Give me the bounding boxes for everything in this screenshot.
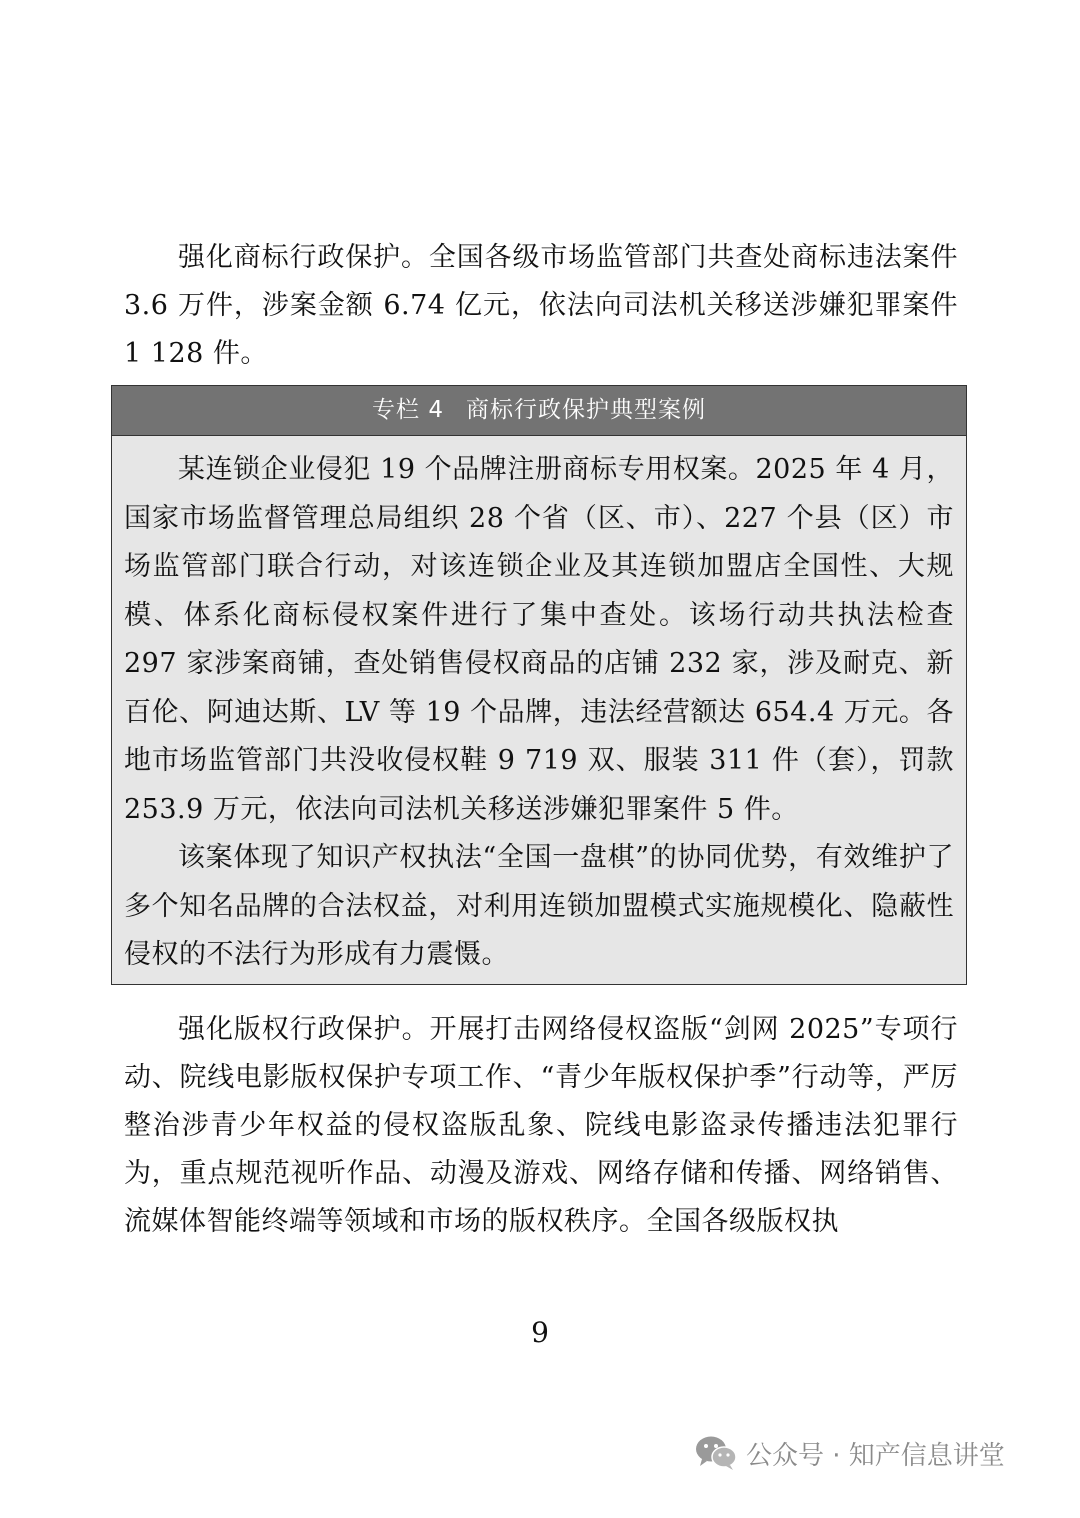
watermark-text: 公众号 · 知产信息讲堂: [746, 1440, 1005, 1471]
watermark: [694, 1428, 1005, 1478]
sidebar-label: 专栏 4: [372, 397, 444, 423]
sidebar-header: [112, 386, 966, 436]
wechat-icon: [694, 1433, 738, 1473]
sidebar-paragraph-case: 某连锁企业侵犯 19 个品牌注册商标专用权案。2025 年 4 月，国家市场监督管理总局组织 28 个省（区、市）、227 个县（区）市场监管部门联合行动，对该连锁企业及其连锁加盟店全国性、大规模、体系化商标侵权案件进行了集中查处。该场行动共执法检查 297 家涉案商铺，查处销售侵权商品的店铺 232 家，涉及耐克、新百伦、阿迪达斯、LV 等 19 个品牌，违法经营额达 654.4 万元。各地市场监管部门共没收侵权鞋 9 719 双、服装 311 件（套），罚款 253.9 万元，依法向司法机关移送涉嫌犯罪案件 5 件。: [124, 454, 954, 825]
paragraph-copyright-protection: 强化版权行政保护。开展打击网络侵权盗版“剑网 2025”专项行动、院线电影版权保护专项工作、“青少年版权保护季”行动等，严厉整治涉青少年权益的侵权盗版乱象、院线电影盗录传播违法犯罪行为，重点规范视听作品、动漫及游戏、网络存储和传播、网络销售、流媒体智能终端等领域和市场的版权秩序。全国各级版权执: [124, 1014, 958, 1237]
sidebar-title: 商标行政保护典型案例: [465, 397, 706, 423]
sidebar-paragraph-summary: 该案体现了知识产权执法“全国一盘棋”的协同优势，有效维护了多个知名品牌的合法权益，对利用连锁加盟模式实施规模化、隐蔽性侵权的不法行为形成有力震慑。: [124, 842, 954, 970]
page-number: 9: [531, 1316, 549, 1349]
sidebar-box: [111, 385, 967, 985]
paragraph-trademark-protection: 强化商标行政保护。全国各级市场监管部门共查处商标违法案件 3.6 万件，涉案金额 6.74 亿元，依法向司法机关移送涉嫌犯罪案件 1 128 件。: [124, 242, 958, 369]
